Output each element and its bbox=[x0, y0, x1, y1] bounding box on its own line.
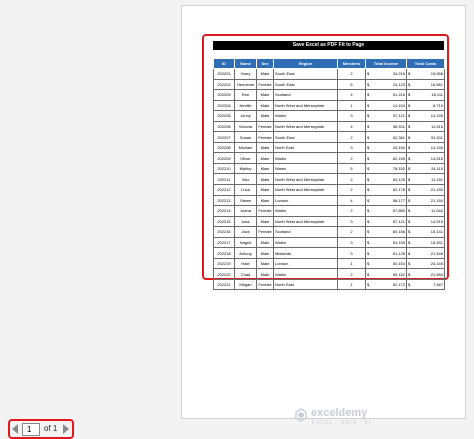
table-cell: 4 bbox=[338, 121, 366, 132]
table-cell: Female bbox=[257, 227, 274, 238]
money-cell bbox=[407, 237, 445, 248]
table-cell: Hagrid bbox=[235, 237, 257, 248]
money-cell bbox=[407, 132, 445, 143]
table-row bbox=[214, 132, 445, 143]
table-cell: Male bbox=[257, 163, 274, 174]
amount-value: 11,542 bbox=[431, 208, 443, 214]
table-row bbox=[214, 269, 445, 280]
exceldemy-logo-icon bbox=[294, 408, 308, 422]
amount-value: 58,511 bbox=[393, 124, 405, 129]
table-cell: North East bbox=[274, 142, 338, 153]
money-cell bbox=[407, 79, 445, 90]
table-cell: 3 bbox=[338, 237, 366, 248]
table-cell: Male bbox=[257, 237, 274, 248]
money-cell bbox=[407, 90, 445, 101]
table-cell: Hermione bbox=[235, 79, 257, 90]
table-cell: Antony bbox=[235, 248, 257, 259]
currency-symbol: $ bbox=[367, 113, 370, 119]
money-cell bbox=[366, 248, 407, 259]
currency-symbol: $ bbox=[408, 208, 411, 214]
amount-value: 62,361 bbox=[392, 134, 405, 140]
amount-value: 54,125 bbox=[392, 176, 405, 182]
column-header: ID bbox=[214, 59, 235, 69]
money-cell bbox=[366, 216, 407, 227]
table-cell: Wales bbox=[274, 269, 338, 280]
table-cell: 3 bbox=[338, 142, 366, 153]
money-cell bbox=[407, 142, 445, 153]
amount-value: 24,155 bbox=[430, 261, 443, 267]
column-header: Sex bbox=[257, 59, 274, 69]
currency-symbol: $ bbox=[367, 176, 370, 182]
table-cell: North West and Merseyside bbox=[274, 121, 338, 132]
amount-value: 21,150 bbox=[430, 197, 443, 203]
table-row bbox=[214, 185, 445, 196]
table-cell: Male bbox=[257, 269, 274, 280]
money-cell bbox=[407, 111, 445, 122]
table-row bbox=[214, 174, 445, 185]
currency-symbol: $ bbox=[408, 92, 411, 98]
table-cell: Female bbox=[257, 121, 274, 132]
currency-symbol: $ bbox=[367, 187, 370, 193]
currency-symbol: $ bbox=[367, 124, 370, 129]
amount-value: 18,111 bbox=[431, 92, 443, 98]
table-cell: 202211 bbox=[214, 174, 235, 185]
column-header: Members bbox=[338, 59, 366, 69]
table-cell: 2 bbox=[338, 185, 366, 196]
table-cell: Male bbox=[257, 174, 274, 185]
table-cell: Melfoy bbox=[235, 163, 257, 174]
money-cell bbox=[366, 258, 407, 269]
table-cell: Scotland bbox=[274, 90, 338, 101]
currency-symbol: $ bbox=[408, 155, 411, 161]
currency-symbol: $ bbox=[408, 81, 411, 87]
column-header: Name bbox=[235, 59, 257, 69]
table-cell: Susan bbox=[235, 132, 257, 143]
currency-symbol: $ bbox=[367, 240, 370, 246]
table-cell: 4 bbox=[338, 90, 366, 101]
table-cell: Ron bbox=[235, 90, 257, 101]
currency-symbol: $ bbox=[367, 229, 370, 235]
table-cell: Scotland bbox=[274, 227, 338, 238]
table-row bbox=[214, 258, 445, 269]
amount-value: 21,150 bbox=[430, 187, 443, 193]
table-cell: Male bbox=[257, 216, 274, 227]
exceldemy-watermark bbox=[294, 405, 414, 429]
currency-symbol: $ bbox=[408, 176, 411, 182]
amount-value: 51,216 bbox=[392, 92, 405, 98]
data-table bbox=[213, 58, 445, 290]
amount-value: 19,451 bbox=[430, 240, 443, 246]
money-cell bbox=[366, 121, 407, 132]
currency-symbol: $ bbox=[408, 250, 411, 256]
table-row bbox=[214, 100, 445, 111]
table-cell: Male bbox=[257, 185, 274, 196]
table-row bbox=[214, 195, 445, 206]
page-number-input[interactable] bbox=[22, 423, 40, 436]
table-cell: Male bbox=[257, 195, 274, 206]
amount-value: 15,556 bbox=[430, 71, 443, 77]
table-cell: Wales bbox=[274, 206, 338, 217]
table-cell: 202206 bbox=[214, 121, 235, 132]
currency-symbol: $ bbox=[408, 102, 411, 108]
table-cell: South East bbox=[274, 69, 338, 80]
currency-symbol: $ bbox=[367, 261, 370, 267]
table-cell: 2 bbox=[338, 174, 366, 185]
money-cell bbox=[366, 142, 407, 153]
currency-symbol: $ bbox=[367, 197, 370, 203]
table-cell: 202210 bbox=[214, 163, 235, 174]
table-cell: 202203 bbox=[214, 90, 235, 101]
currency-symbol: $ bbox=[367, 102, 370, 108]
money-cell bbox=[366, 100, 407, 111]
table-cell: North West and Merseyside bbox=[274, 174, 338, 185]
table-cell: Male bbox=[257, 100, 274, 111]
chevron-left-icon[interactable] bbox=[12, 424, 18, 434]
column-header: Region bbox=[274, 59, 338, 69]
money-cell bbox=[407, 100, 445, 111]
table-cell: Stewe bbox=[235, 195, 257, 206]
currency-symbol: $ bbox=[367, 208, 370, 214]
money-cell bbox=[407, 258, 445, 269]
currency-symbol: $ bbox=[367, 145, 370, 151]
money-cell bbox=[366, 195, 407, 206]
money-cell bbox=[366, 90, 407, 101]
currency-symbol: $ bbox=[408, 166, 411, 172]
money-cell bbox=[407, 279, 445, 290]
table-cell: 202220 bbox=[214, 269, 235, 280]
table-cell: Female bbox=[257, 206, 274, 217]
money-cell bbox=[366, 174, 407, 185]
table-cell: Oliver bbox=[235, 153, 257, 164]
amount-value: 50,154 bbox=[392, 261, 405, 267]
money-cell bbox=[407, 121, 445, 132]
table-body bbox=[214, 69, 445, 290]
table-cell: South East bbox=[274, 132, 338, 143]
table-cell: 2 bbox=[338, 206, 366, 217]
currency-symbol: $ bbox=[367, 250, 370, 256]
table-cell: Male bbox=[257, 90, 274, 101]
table-cell: 202207 bbox=[214, 132, 235, 143]
amount-value: 7,467 bbox=[432, 282, 443, 288]
table-row bbox=[214, 121, 445, 132]
table-cell: 202221 bbox=[214, 279, 235, 290]
column-header: Total Income bbox=[366, 59, 407, 69]
table-row bbox=[214, 216, 445, 227]
table-cell: Chad bbox=[235, 269, 257, 280]
amount-value: 16,561 bbox=[430, 81, 443, 87]
amount-value: 55,152 bbox=[392, 271, 405, 277]
amount-value: 34,216 bbox=[392, 71, 405, 77]
amount-value: 11,515 bbox=[431, 124, 443, 129]
currency-symbol: $ bbox=[408, 229, 411, 235]
table-cell: Female bbox=[257, 279, 274, 290]
table-row bbox=[214, 279, 445, 290]
amount-value: 62,155 bbox=[392, 155, 405, 161]
amount-value: 58,177 bbox=[392, 197, 405, 203]
table-cell: 2 bbox=[338, 153, 366, 164]
table-cell: Midlands bbox=[274, 248, 338, 259]
money-cell bbox=[366, 269, 407, 280]
currency-symbol: $ bbox=[408, 187, 411, 193]
amount-value: 87,121 bbox=[392, 218, 405, 224]
amount-value: 24,123 bbox=[392, 81, 405, 87]
table-cell: Jonny bbox=[235, 111, 257, 122]
table-cell: Male bbox=[257, 69, 274, 80]
money-cell bbox=[407, 174, 445, 185]
table-cell: Michael bbox=[235, 142, 257, 153]
table-cell: 5 bbox=[338, 163, 366, 174]
table-cell: Male bbox=[257, 258, 274, 269]
table-row bbox=[214, 163, 445, 174]
table-cell: 202208 bbox=[214, 142, 235, 153]
amount-value: 78,152 bbox=[392, 166, 405, 172]
table-row bbox=[214, 153, 445, 164]
table-cell: Megan bbox=[235, 279, 257, 290]
watermark-tagline: EXCEL · DATA · BI bbox=[312, 420, 372, 426]
currency-symbol: $ bbox=[367, 71, 370, 77]
amount-value: 24,115 bbox=[431, 166, 443, 172]
currency-symbol: $ bbox=[367, 218, 370, 224]
currency-symbol: $ bbox=[367, 166, 370, 172]
table-row bbox=[214, 248, 445, 259]
currency-symbol: $ bbox=[367, 134, 370, 140]
currency-symbol: $ bbox=[408, 145, 411, 151]
table-header-row bbox=[214, 59, 445, 69]
money-cell bbox=[407, 185, 445, 196]
table-cell: North West and Merseyside bbox=[274, 100, 338, 111]
table-cell: 2 bbox=[338, 69, 366, 80]
table-cell: North West and Merseyside bbox=[274, 216, 338, 227]
table-cell: 2 bbox=[338, 227, 366, 238]
table-cell: Wales bbox=[274, 237, 338, 248]
amount-value: 37,121 bbox=[392, 113, 405, 119]
money-cell bbox=[407, 153, 445, 164]
currency-symbol: $ bbox=[408, 261, 411, 267]
table-cell: 1 bbox=[338, 100, 366, 111]
table-cell: Wales bbox=[274, 153, 338, 164]
money-cell bbox=[366, 132, 407, 143]
table-cell: 1 bbox=[338, 279, 366, 290]
sheet-title: Save Excel as PDF Fit to Page bbox=[213, 41, 444, 50]
table-cell: Jack bbox=[235, 216, 257, 227]
amount-value: 8,715 bbox=[432, 102, 443, 108]
table-cell: 202217 bbox=[214, 237, 235, 248]
table-cell: 202204 bbox=[214, 100, 235, 111]
table-cell: 202202 bbox=[214, 79, 235, 90]
table-cell: 202219 bbox=[214, 258, 235, 269]
table-cell: Wales bbox=[274, 163, 338, 174]
money-cell bbox=[366, 79, 407, 90]
table-row bbox=[214, 90, 445, 101]
table-cell: 3 bbox=[338, 111, 366, 122]
amount-value: 21,546 bbox=[430, 250, 443, 256]
table-row bbox=[214, 79, 445, 90]
money-cell bbox=[366, 227, 407, 238]
table-cell: North East bbox=[274, 279, 338, 290]
table-cell: 3 bbox=[338, 216, 366, 227]
amount-value: 24,150 bbox=[392, 145, 405, 151]
currency-symbol: $ bbox=[408, 271, 411, 277]
table-cell: 202216 bbox=[214, 227, 235, 238]
amount-value: 57,850 bbox=[392, 208, 405, 214]
table-cell: Joana bbox=[235, 206, 257, 217]
money-cell bbox=[366, 185, 407, 196]
amount-value: 14,515 bbox=[430, 155, 443, 161]
watermark-name: exceldemy bbox=[311, 407, 368, 419]
table-cell: Wales bbox=[274, 111, 338, 122]
currency-symbol: $ bbox=[408, 71, 411, 77]
amount-value: 51,511 bbox=[431, 134, 443, 140]
table-cell: Male bbox=[257, 153, 274, 164]
money-cell bbox=[407, 69, 445, 80]
table-cell: 2 bbox=[338, 269, 366, 280]
table-cell: Luca bbox=[235, 185, 257, 196]
table-cell: Female bbox=[257, 79, 274, 90]
money-cell bbox=[366, 111, 407, 122]
currency-symbol: $ bbox=[367, 81, 370, 87]
table-cell: 202205 bbox=[214, 111, 235, 122]
table-row bbox=[214, 227, 445, 238]
money-cell bbox=[366, 206, 407, 217]
amount-value: 14,150 bbox=[430, 145, 443, 151]
amount-value: 54,155 bbox=[392, 240, 405, 246]
amount-value: 51,126 bbox=[392, 250, 405, 256]
table-cell: North West and Merseyside bbox=[274, 185, 338, 196]
table-cell: 202201 bbox=[214, 69, 235, 80]
money-cell bbox=[407, 195, 445, 206]
table-cell: South East bbox=[274, 79, 338, 90]
money-cell bbox=[407, 269, 445, 280]
currency-symbol: $ bbox=[367, 155, 370, 161]
money-cell bbox=[407, 216, 445, 227]
money-cell bbox=[407, 248, 445, 259]
money-cell bbox=[407, 227, 445, 238]
table-cell: Neville bbox=[235, 100, 257, 111]
table-cell: Male bbox=[257, 142, 274, 153]
amount-value: 60,156 bbox=[392, 229, 405, 235]
page-count-label: of 1 bbox=[44, 424, 58, 433]
table-row bbox=[214, 206, 445, 217]
money-cell bbox=[407, 206, 445, 217]
currency-symbol: $ bbox=[408, 240, 411, 246]
currency-symbol: $ bbox=[408, 113, 411, 119]
table-cell: 202213 bbox=[214, 195, 235, 206]
chevron-right-icon[interactable] bbox=[63, 424, 69, 434]
money-cell bbox=[366, 69, 407, 80]
table-cell: Hale bbox=[235, 258, 257, 269]
currency-symbol: $ bbox=[408, 282, 411, 288]
table-row bbox=[214, 142, 445, 153]
money-cell bbox=[366, 153, 407, 164]
amount-value: 15,141 bbox=[430, 229, 443, 235]
table-cell: 6 bbox=[338, 79, 366, 90]
amount-value: 14,155 bbox=[430, 113, 443, 119]
table-cell: 202218 bbox=[214, 248, 235, 259]
table-cell: 2 bbox=[338, 132, 366, 143]
amount-value: 52,173 bbox=[392, 282, 405, 288]
table-cell: Male bbox=[257, 111, 274, 122]
amount-value: 14,154 bbox=[392, 102, 405, 108]
table-cell: 202214 bbox=[214, 206, 235, 217]
currency-symbol: $ bbox=[367, 92, 370, 98]
currency-symbol: $ bbox=[408, 218, 411, 224]
column-header: Total Costs bbox=[407, 59, 445, 69]
money-cell bbox=[366, 237, 407, 248]
amount-value: 21,554 bbox=[430, 271, 443, 277]
money-cell bbox=[407, 163, 445, 174]
table-cell: 3 bbox=[338, 248, 366, 259]
currency-symbol: $ bbox=[408, 197, 411, 203]
currency-symbol: $ bbox=[367, 271, 370, 277]
table-row bbox=[214, 69, 445, 80]
table-cell: Female bbox=[257, 132, 274, 143]
table-cell: Harry bbox=[235, 69, 257, 80]
currency-symbol: $ bbox=[367, 282, 370, 288]
table-row bbox=[214, 237, 445, 248]
amount-value: 11,151 bbox=[431, 176, 443, 182]
currency-symbol: $ bbox=[408, 134, 411, 140]
table-cell: Jack bbox=[235, 227, 257, 238]
table-row bbox=[214, 111, 445, 122]
currency-symbol: $ bbox=[408, 124, 411, 129]
amount-value: 14,519 bbox=[430, 218, 443, 224]
amount-value: 52,178 bbox=[392, 187, 405, 193]
table-cell: Male bbox=[257, 248, 274, 259]
table-cell: London bbox=[274, 195, 338, 206]
table-cell: 4 bbox=[338, 195, 366, 206]
money-cell bbox=[366, 163, 407, 174]
table-cell: 202212 bbox=[214, 185, 235, 196]
money-cell bbox=[366, 279, 407, 290]
table-cell: 1 bbox=[338, 258, 366, 269]
table-cell: Viko bbox=[235, 174, 257, 185]
table-cell: Victoria bbox=[235, 121, 257, 132]
table-cell: London bbox=[274, 258, 338, 269]
table-cell: 202209 bbox=[214, 153, 235, 164]
table-cell: 202215 bbox=[214, 216, 235, 227]
